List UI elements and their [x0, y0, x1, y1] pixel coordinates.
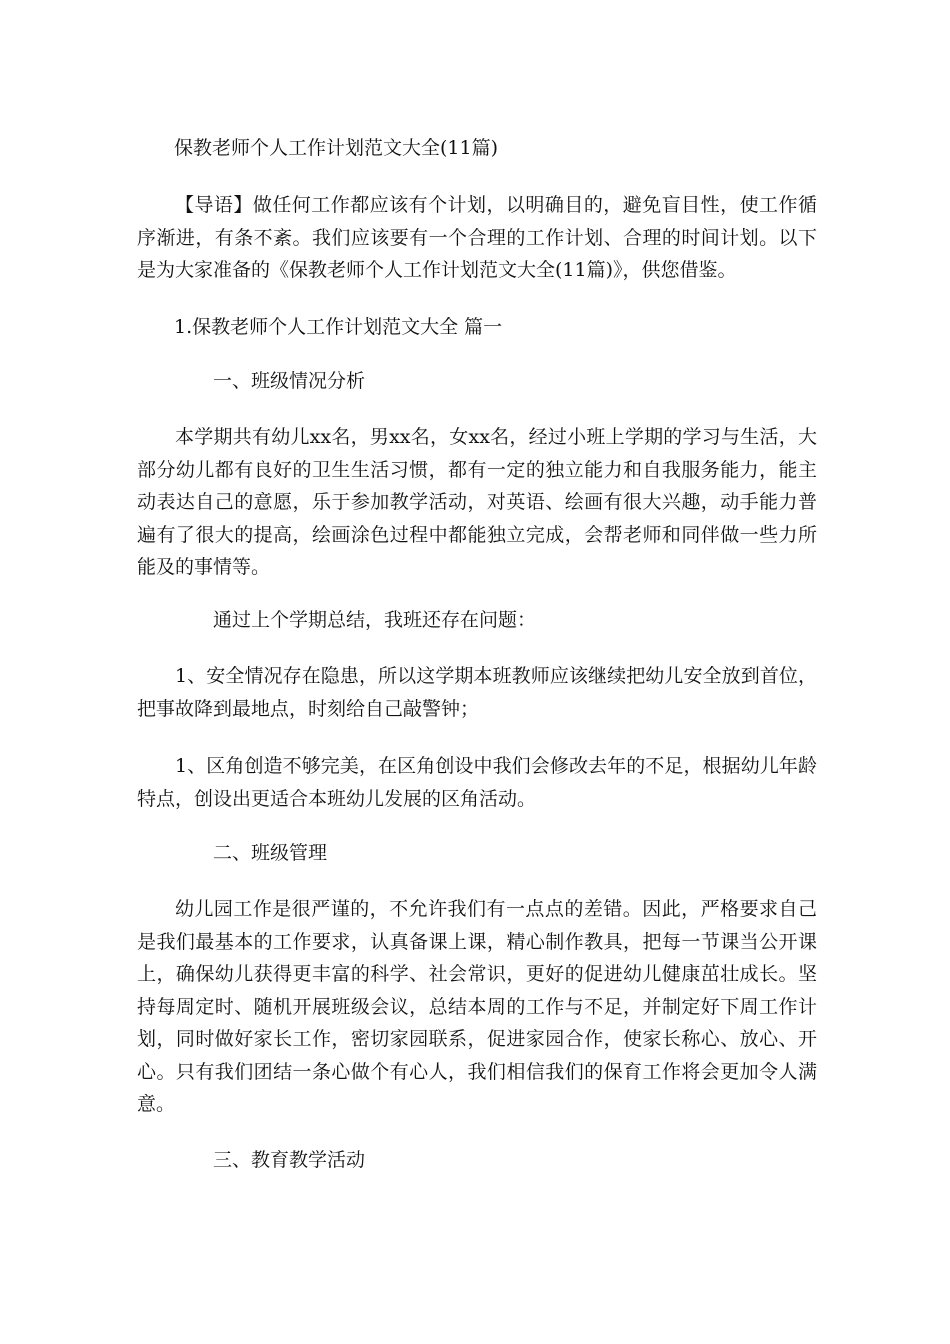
problem-item-corner-area: 1、区角创造不够完美，在区角创设中我们会修改去年的不足，根据幼儿年龄特点，创设出更适合本班幼儿发展的区角活动。 — [137, 755, 817, 810]
problem-item-safety: 1、安全情况存在隐患，所以这学期本班教师应该继续把幼儿安全放到首位，把事故降到最地点，时刻给自己敲警钟； — [137, 665, 817, 720]
section-heading-class-analysis: 一、班级情况分析 — [213, 370, 366, 392]
intro-paragraph: 【导语】做任何工作都应该有个计划，以明确目的，避免盲目性，使工作循序渐进，有条不紊。我们应该要有一个合理的工作计划、合理的时间计划。以下是为大家准备的《保教老师个人工作计划范文大全(11篇)》，供您借鉴。 — [137, 194, 817, 281]
class-management-paragraph: 幼儿园工作是很严谨的，不允许我们有一点点的差错。因此，严格要求自己是我们最基本的工作要求，认真备课上课，精心制作教具，把每一节课当公开课上，确保幼儿获得更丰富的科学、社会常识，更好的促进幼儿健康茁壮成长。坚持每周定时、随机开展班级会议，总结本周的工作与不足，并制定好下周工作计划，同时做好家长工作，密切家园联系，促进家园合作，使家长称心、放心、开心。只有我们团结一条心做个有心人，我们相信我们的保育工作将会更加令人满意。 — [137, 898, 817, 1115]
class-analysis-paragraph: 本学期共有幼儿xx名，男xx名，女xx名，经过小班上学期的学习与生活，大部分幼儿都有良好的卫生生活习惯，都有一定的独立能力和自我服务能力，能主动表达自己的意愿，乐于参加教学活动，对英语、绘画有很大兴趣，动手能力普遍有了很大的提高，绘画涂色过程中都能独立完成，会帮老师和同伴做一些力所能及的事情等。 — [137, 426, 817, 578]
section-heading-class-management: 二、班级管理 — [213, 842, 328, 864]
section-heading-teaching-activities: 三、教育教学活动 — [213, 1149, 366, 1171]
summary-line: 通过上个学期总结，我班还存在问题： — [213, 609, 537, 631]
article-heading: 1.保教老师个人工作计划范文大全 篇一 — [174, 316, 503, 338]
document-title: 保教老师个人工作计划范文大全(11篇) — [174, 137, 499, 159]
